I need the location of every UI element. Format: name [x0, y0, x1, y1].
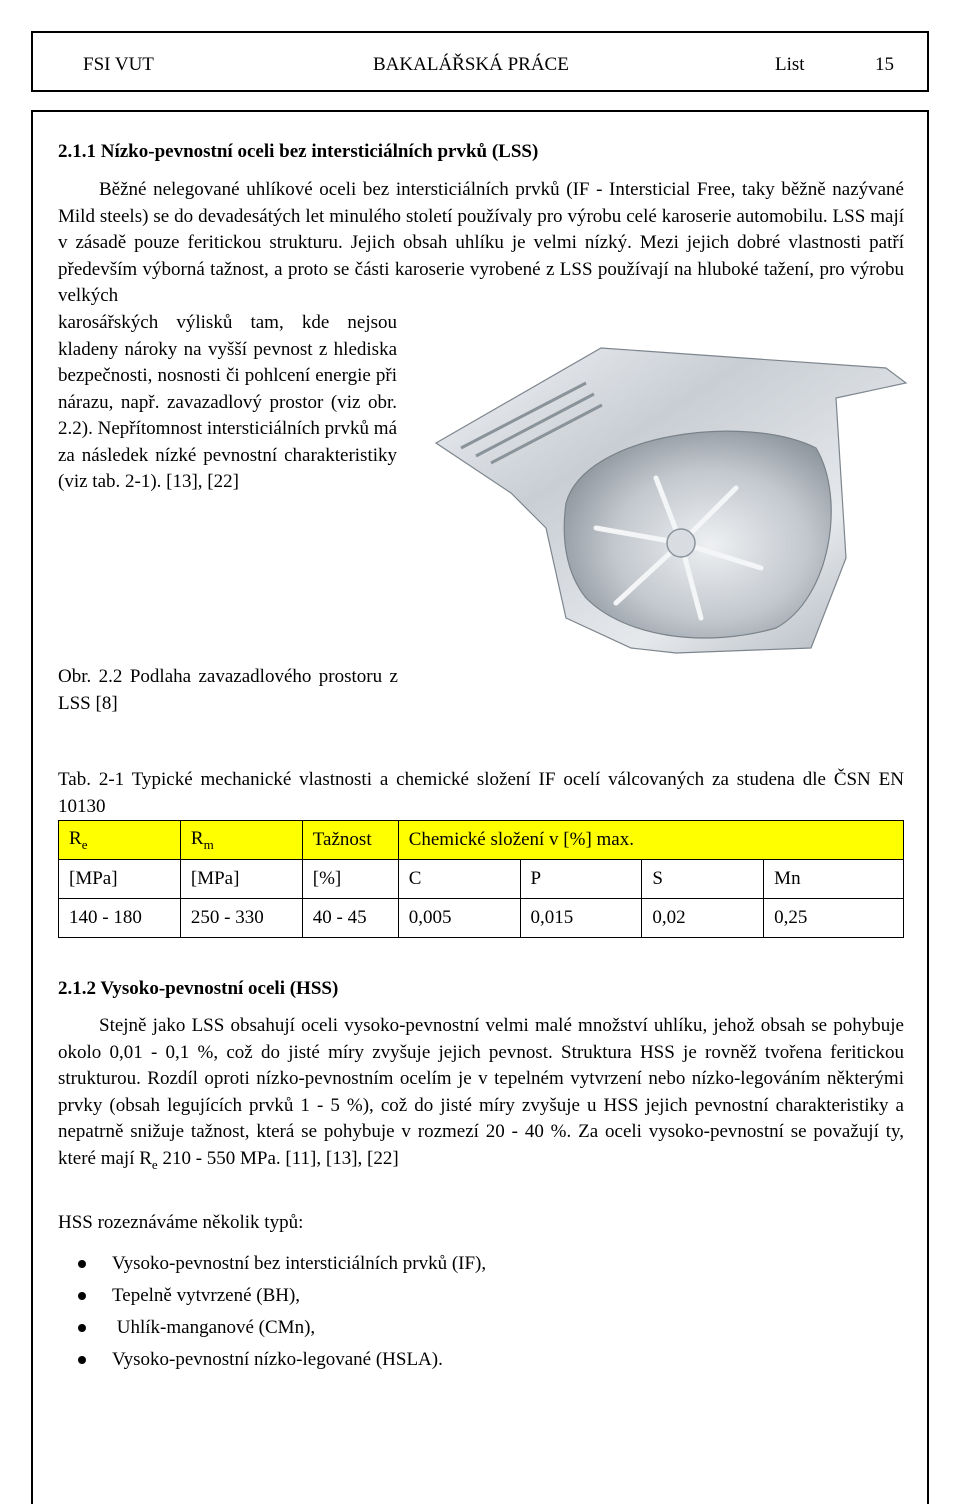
page-header — [31, 31, 929, 92]
hss-re-subscript: e — [151, 1156, 158, 1172]
header-cell-elongation: Tažnost — [302, 821, 398, 860]
hss-paragraph-end: 210 - 550 MPa. [11], [13], [22] — [157, 1147, 399, 1169]
table-cell: [%] — [302, 860, 398, 899]
hss-types-list — [58, 1248, 486, 1376]
properties-table — [58, 820, 904, 938]
header-cell-re: $R_e$ — [59, 821, 181, 860]
table-cell: [MPa] — [180, 860, 302, 899]
trunk-floor-figure — [416, 328, 916, 658]
bullet-icon — [78, 1292, 86, 1300]
table-cell: 0,02 — [642, 899, 764, 938]
table-cell: 40 - 45 — [302, 899, 398, 938]
figure-caption: Obr. 2.2 Podlaha zavazadlového prostoru z LSS [8] — [58, 666, 398, 714]
table-cell: 0,005 — [398, 899, 520, 938]
header-list-label: List — [775, 54, 805, 75]
table-cell: P — [520, 860, 642, 899]
header-cell-chemical: Chemické složení v [%] max. — [398, 821, 903, 860]
hss-types-intro: HSS rozeznáváme několik typů: — [58, 1212, 304, 1233]
well-center — [667, 529, 695, 557]
table-row — [59, 899, 904, 938]
lss-paragraph — [58, 177, 904, 310]
bullet-icon — [78, 1356, 86, 1364]
hss-paragraph-text: Stejně jako LSS obsahují oceli vysoko-pevnostní velmi malé množství uhlíku, jehož obsah se pohybuje okolo 0,01 - 0,1 %, což do jisté míry zvyšuje jejich pevnost. Struktura HSS je rovněž tvořena feritickou strukturou. Rozdíl oproti nízko-pevnostním ocelím je v tepelném vytvrzení nebo nízko-legováním některými prvky (obsah legujících prvků 1 - 5 %), což do jisté míry zvyšuje u HSS jejich pevnostní charakteristiky a nepatrně snižuje tažnost, která se pohybuje v rozmezí 20 - 40 %. Za oceli vysoko-pevnostní se považují ty, které mají R — [58, 1015, 904, 1169]
table-header-row — [59, 821, 904, 860]
header-page-number: 15 — [875, 54, 894, 75]
list-item: Tepelně vytvrzené (BH), — [58, 1280, 486, 1312]
table-cell: Mn — [764, 860, 904, 899]
header-school: FSI VUT — [83, 54, 154, 75]
table-cell: 140 - 180 — [59, 899, 181, 938]
section-heading-lss: 2.1.1 Nízko-pevnostní oceli bez intersticiálních prvků (LSS) — [58, 141, 539, 162]
table-cell: 0,015 — [520, 899, 642, 938]
lss-paragraph-narrow — [58, 310, 397, 496]
list-item: Vysoko-pevnostní nízko-legované (HSLA). — [58, 1344, 486, 1376]
table-cell: 250 - 330 — [180, 899, 302, 938]
header-doc-type: BAKALÁŘSKÁ PRÁCE — [373, 54, 569, 75]
table-cell: [MPa] — [59, 860, 181, 899]
table-cell: S — [642, 860, 764, 899]
lss-paragraph-full-width: Běžné nelegované uhlíkové oceli bez intersticiálních prvků (IF - Intersticial Free, taky běžně nazývané Mild steels) se do devadesátých let minulého století používaly pro výrobu celé karoserie automobilu. LSS mají v zásadě pouze feritickou strukturu. Jejich obsah uhlíku je velmi nízký. Mezi jejich dobré vlastnosti patří především výborná tažnost, a proto se části karoserie vyrobené z LSS používají na hluboké tažení, pro výrobu velkých — [58, 179, 904, 306]
table-cell: C — [398, 860, 520, 899]
list-item: Uhlík-manganové (CMn), — [58, 1312, 486, 1344]
header-cell-rm: $R_m$ — [180, 821, 302, 860]
section-heading-hss: 2.1.2 Vysoko-pevnostní oceli (HSS) — [58, 978, 339, 999]
bullet-icon — [78, 1324, 86, 1332]
table-cell: 0,25 — [764, 899, 904, 938]
bullet-icon — [78, 1260, 86, 1268]
lss-paragraph-narrow-text: karosářských výlisků tam, kde nejsou kladeny nároky na vyšší pevnost z hlediska bezpečnosti, nosnosti či pohlcení energie při nárazu, např. zavazadlový prostor (viz obr. 2.2). Nepřítomnost intersticiálních prvků má za následek nízké pevnostní charakteristiky (viz tab. 2-1). [13], [22] — [58, 312, 397, 492]
list-item: Vysoko-pevnostní bez intersticiálních prvků (IF), — [58, 1248, 486, 1280]
hss-paragraph — [58, 1013, 904, 1178]
table-caption: Tab. 2-1 Typické mechanické vlastnosti a chemické složení IF ocelí válcovaných za studena dle ČSN EN 10130 — [58, 769, 904, 817]
table-row — [59, 860, 904, 899]
